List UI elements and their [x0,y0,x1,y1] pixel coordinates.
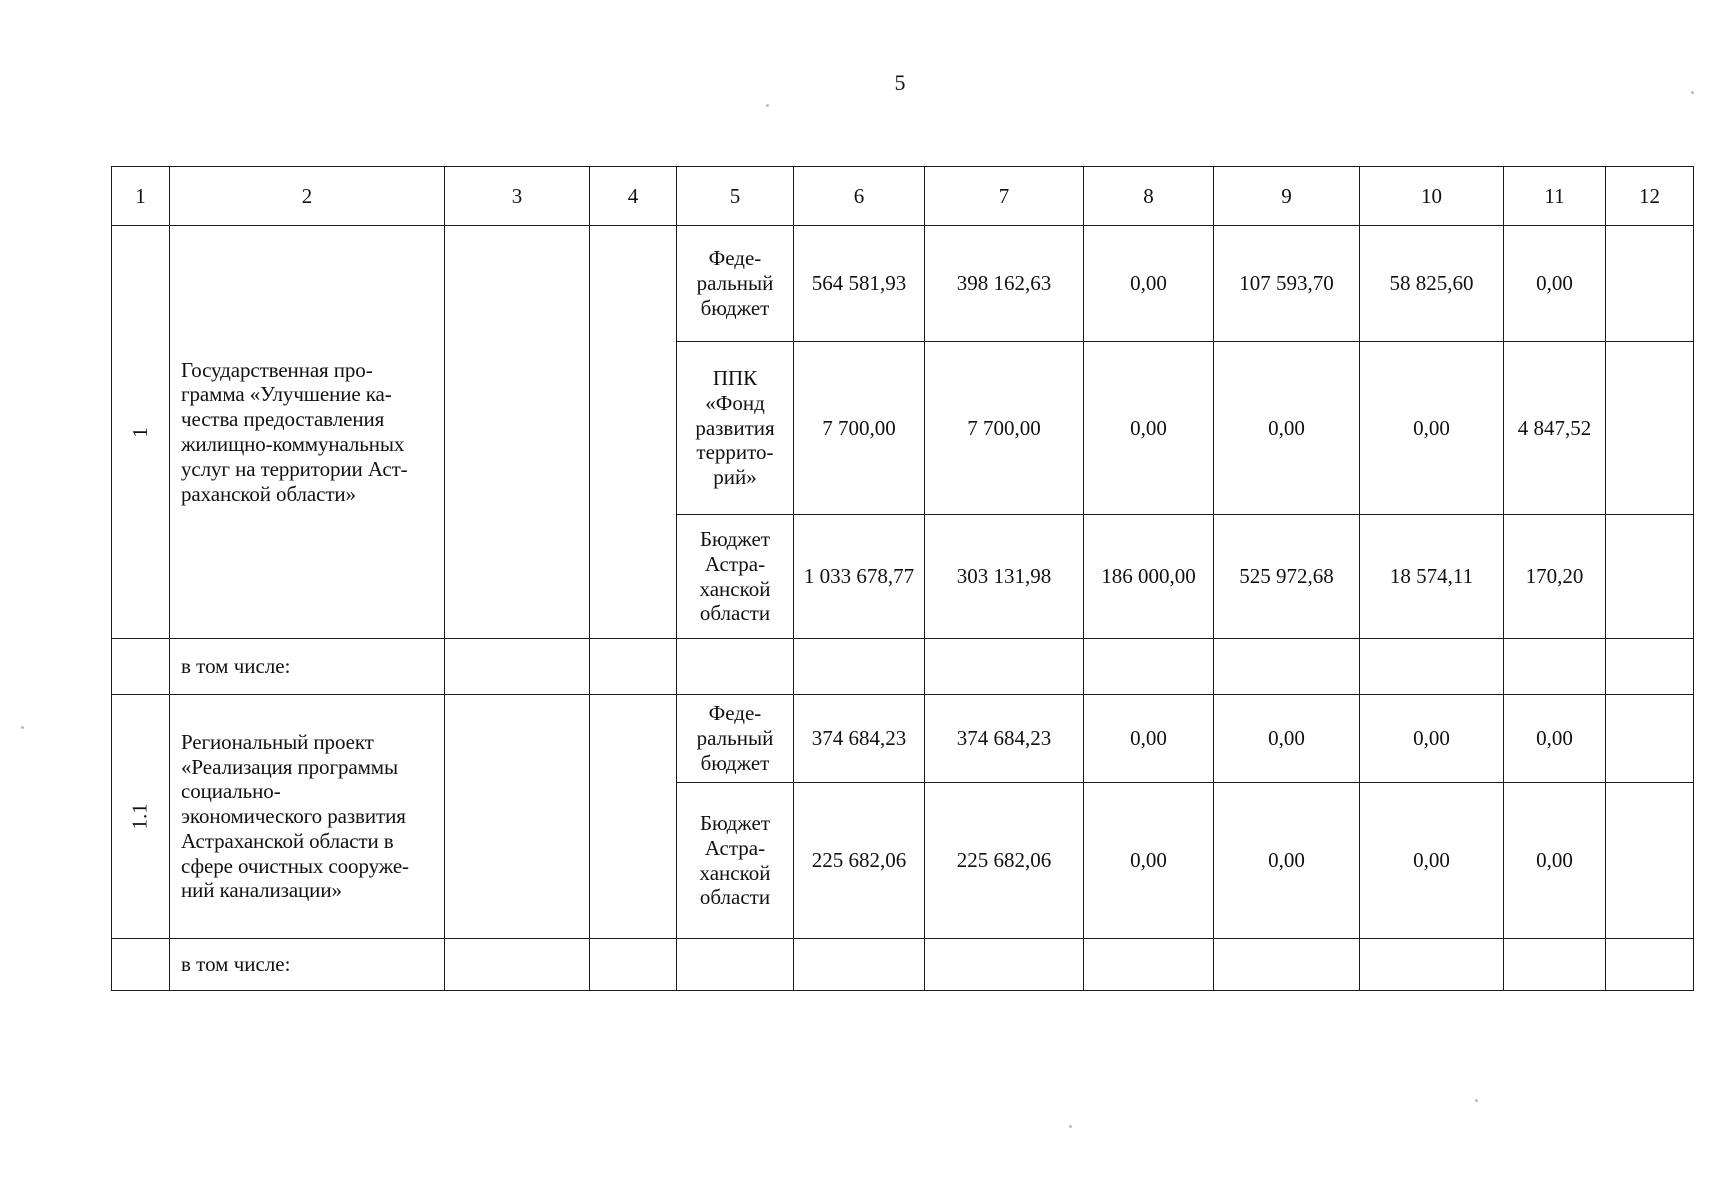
value-cell: 7 700,00 [794,342,925,515]
empty-cell [677,639,794,695]
value-cell [1606,783,1694,939]
value-cell [1606,342,1694,515]
including-label: в том числе: [170,639,445,695]
column-header: 9 [1214,167,1360,226]
empty-cell [1084,639,1214,695]
empty-cell [677,939,794,991]
value-cell [1606,515,1694,639]
program-number-cell [112,226,170,639]
column-header: 6 [794,167,925,226]
value-cell [1606,226,1694,342]
empty-cell [1084,939,1214,991]
empty-cell [1504,639,1606,695]
column-header: 5 [677,167,794,226]
empty-cell [590,226,677,639]
value-cell: 398 162,63 [925,226,1084,342]
empty-cell [590,695,677,939]
value-cell: 0,00 [1084,695,1214,783]
value-cell: 0,00 [1504,783,1606,939]
column-header: 10 [1360,167,1504,226]
value-cell: 0,00 [1214,695,1360,783]
empty-cell [1214,939,1360,991]
empty-cell [1606,639,1694,695]
value-cell: 18 574,11 [1360,515,1504,639]
empty-cell [1360,939,1504,991]
project-number-cell [112,695,170,939]
empty-cell [112,639,170,695]
column-header: 3 [445,167,590,226]
funding-source: Бюджет Астра- ханской области [677,783,794,939]
value-cell: 0,00 [1360,783,1504,939]
table-row [112,695,1694,783]
column-header: 8 [1084,167,1214,226]
empty-cell [590,639,677,695]
empty-cell [112,939,170,991]
value-cell: 4 847,52 [1504,342,1606,515]
value-cell: 0,00 [1504,226,1606,342]
value-cell: 170,20 [1504,515,1606,639]
budget-table [111,166,1694,991]
value-cell: 0,00 [1084,226,1214,342]
empty-cell [925,939,1084,991]
program-name: Государственная про- грамма «Улучшение ка- чества предоставления жилищно-коммунальных услуг на территории Аст- раханской области» [170,226,445,639]
empty-cell [1214,639,1360,695]
funding-source: Феде- ральный бюджет [677,695,794,783]
scan-speck [21,726,24,729]
header-row [112,167,1694,226]
value-cell: 58 825,60 [1360,226,1504,342]
funding-source: Феде- ральный бюджет [677,226,794,342]
value-cell: 0,00 [1360,342,1504,515]
table-row [112,939,1694,991]
value-cell: 374 684,23 [794,695,925,783]
column-header: 2 [170,167,445,226]
empty-cell [445,695,590,939]
column-header: 12 [1606,167,1694,226]
empty-cell [925,639,1084,695]
project-number: 1.1 [128,803,153,830]
value-cell: 0,00 [1214,342,1360,515]
empty-cell [445,639,590,695]
scan-speck [1069,1125,1072,1128]
value-cell: 303 131,98 [925,515,1084,639]
value-cell: 0,00 [1084,342,1214,515]
value-cell: 0,00 [1214,783,1360,939]
funding-source: ППК «Фонд развития террито- рий» [677,342,794,515]
column-header: 11 [1504,167,1606,226]
value-cell [1606,695,1694,783]
program-number: 1 [128,426,153,438]
page-number: 5 [894,70,906,95]
value-cell: 564 581,93 [794,226,925,342]
table-row [112,639,1694,695]
table-row [112,226,1694,342]
column-header: 7 [925,167,1084,226]
value-cell: 374 684,23 [925,695,1084,783]
value-cell: 225 682,06 [794,783,925,939]
column-header: 1 [112,167,170,226]
value-cell: 7 700,00 [925,342,1084,515]
value-cell: 0,00 [1360,695,1504,783]
scan-speck [1691,91,1694,94]
column-header: 4 [590,167,677,226]
including-label: в том числе: [170,939,445,991]
funding-source: Бюджет Астра- ханской области [677,515,794,639]
empty-cell [794,939,925,991]
value-cell: 186 000,00 [1084,515,1214,639]
empty-cell [794,639,925,695]
empty-cell [445,939,590,991]
value-cell: 0,00 [1504,695,1606,783]
scan-speck [766,104,769,107]
value-cell: 0,00 [1084,783,1214,939]
empty-cell [445,226,590,639]
empty-cell [590,939,677,991]
value-cell: 225 682,06 [925,783,1084,939]
empty-cell [1606,939,1694,991]
value-cell: 1 033 678,77 [794,515,925,639]
scan-speck [1475,1099,1478,1102]
empty-cell [1360,639,1504,695]
empty-cell [1504,939,1606,991]
value-cell: 525 972,68 [1214,515,1360,639]
project-name: Региональный проект «Реализация программы социально- экономического развития Астраханской области в сфере очистных сооруже- ний канализации» [170,695,445,939]
value-cell: 107 593,70 [1214,226,1360,342]
